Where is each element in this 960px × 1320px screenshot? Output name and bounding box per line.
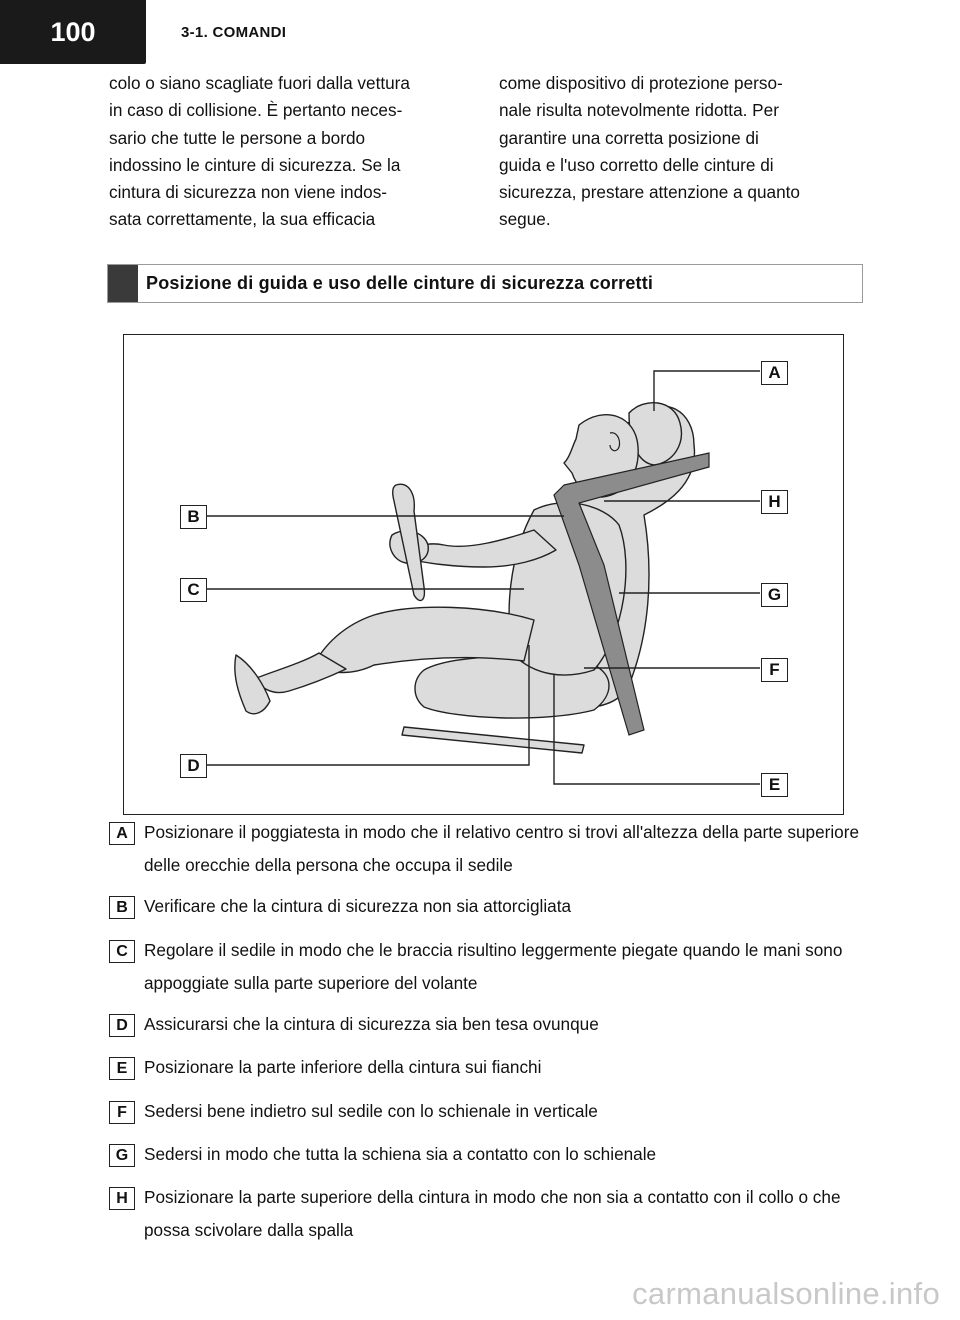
legend-text: Assicurarsi che la cintura di sicurezza sia ben tesa ovunque — [144, 1014, 599, 1034]
figure-label-h: H — [761, 490, 788, 514]
intro-line: segue. — [499, 209, 551, 230]
figure-label-f: F — [761, 658, 788, 682]
intro-line: sario che tutte le persone a bordo — [109, 127, 366, 148]
legend-text: Posizionare il poggiatesta in modo che il relativo centro si trovi all'altezza della parte superiore delle orecchie della persona che occupa il sedile — [144, 822, 860, 875]
legend-text: Sedersi in modo che tutta la schiena sia a contatto con lo schienale — [144, 1144, 657, 1164]
legend-key: G — [109, 1144, 135, 1167]
figure-label-e: E — [761, 773, 788, 797]
heading-bar — [108, 265, 138, 302]
figure-label-d: D — [180, 754, 207, 778]
legend-text: Regolare il sedile in modo che le braccia risultino leggermente piegate quando le mani sono appoggiate sulla parte superiore del volante — [144, 940, 843, 993]
intro-line: cintura di sicurezza non viene indos- — [109, 182, 388, 203]
intro-left-column — [109, 70, 474, 234]
figure-label-g: G — [761, 583, 788, 607]
legend-key: F — [109, 1101, 135, 1124]
intro-line: nale risulta notevolmente ridotta. Per — [499, 100, 779, 121]
intro-line: sata correttamente, la sua efficacia — [109, 209, 376, 230]
section-heading-text: Posizione di guida e uso delle cinture di sicurezza corretti — [146, 273, 654, 293]
seating-position-figure — [123, 334, 844, 815]
intro-line: sicurezza, prestare attenzione a quanto — [499, 182, 800, 203]
legend-text: Posizionare la parte inferiore della cintura sui fianchi — [144, 1057, 542, 1077]
intro-line: in caso di collisione. È pertanto neces- — [109, 100, 403, 121]
seat-rail — [402, 727, 584, 753]
watermark: carmanualsonline.info — [632, 1276, 940, 1311]
figure-label-b: B — [180, 505, 207, 529]
intro-line: colo o siano scagliate fuori dalla vettura — [109, 73, 410, 93]
intro-line: indossino le cinture di sicurezza. Se la — [109, 154, 401, 175]
legend-key: B — [109, 896, 135, 919]
section-heading — [107, 264, 863, 303]
legend-key: A — [109, 822, 135, 845]
page-number: 100 — [0, 0, 146, 64]
legend-key: D — [109, 1014, 135, 1037]
intro-line: guida e l'uso corretto delle cinture di — [499, 154, 774, 175]
legend-key: C — [109, 940, 135, 963]
driver-illustration — [124, 335, 845, 816]
intro-line: garantire una corretta posizione di — [499, 127, 759, 148]
legend-key: E — [109, 1057, 135, 1080]
leader-a — [654, 371, 760, 411]
legend-text: Sedersi bene indietro sul sedile con lo schienale in verticale — [144, 1101, 598, 1121]
legend-text: Verificare che la cintura di sicurezza non sia attorcigliata — [144, 896, 572, 916]
legend-text: Posizionare la parte superiore della cintura in modo che non sia a contatto con il collo o che possa scivolare dalla spalla — [144, 1187, 841, 1240]
figure-label-a: A — [761, 361, 788, 385]
intro-line: come dispositivo di protezione perso- — [499, 73, 783, 93]
figure-label-c: C — [180, 578, 207, 602]
section-label: 3-1. COMANDI — [181, 24, 287, 41]
intro-right-column — [499, 70, 864, 234]
legend-key: H — [109, 1187, 135, 1210]
